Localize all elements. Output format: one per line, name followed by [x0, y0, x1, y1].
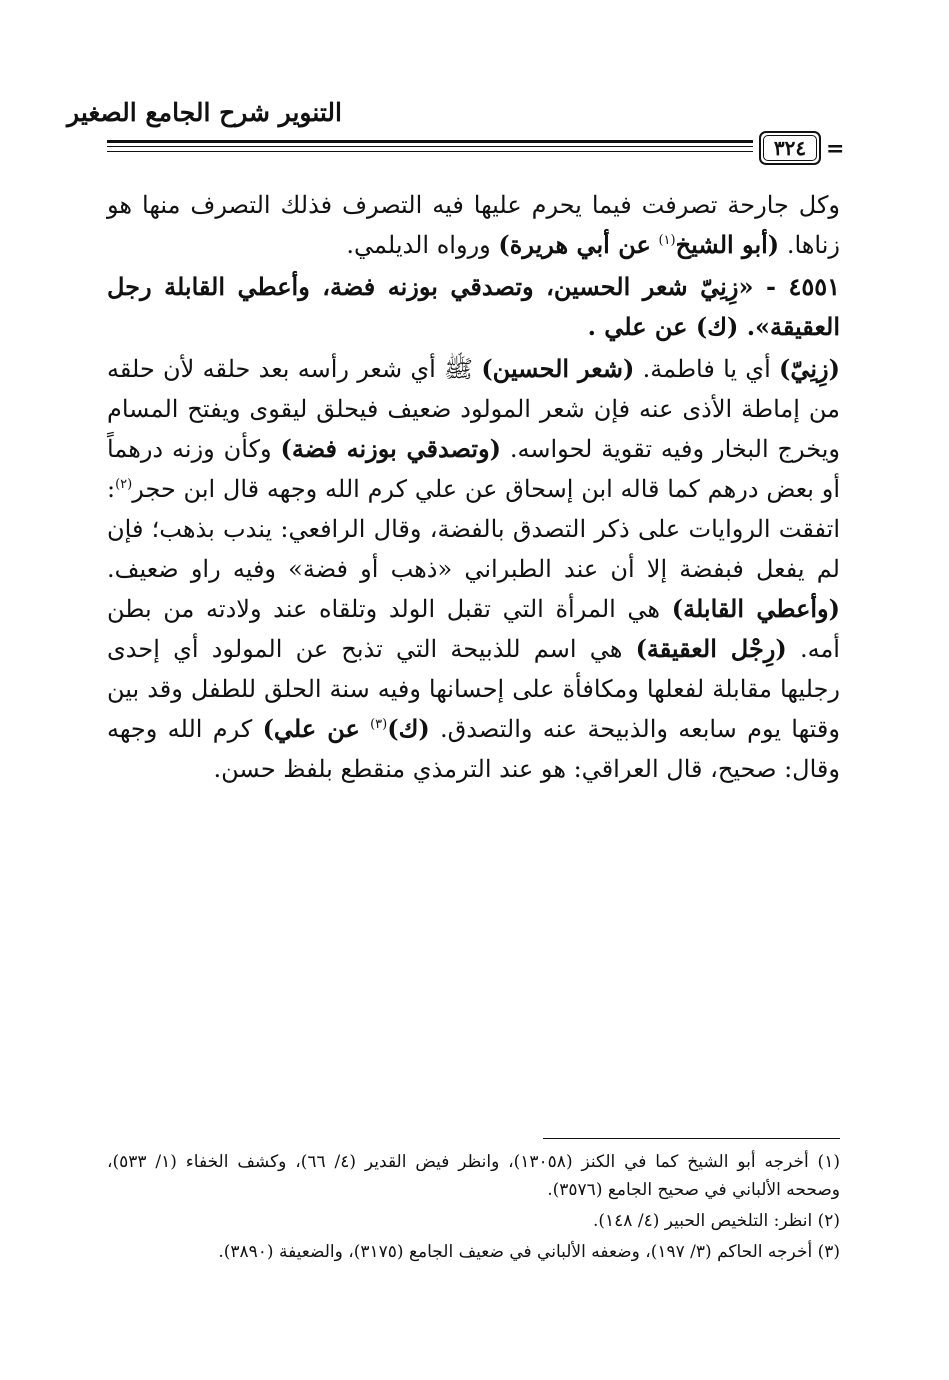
- hadith-entry: [107, 267, 840, 347]
- source-ref: عن أبي هريرة): [498, 230, 651, 259]
- source-ref: (أبو الشيخ: [675, 230, 780, 259]
- footnote-separator: [543, 1138, 840, 1139]
- keyword: (وأعطي القابلة): [671, 594, 840, 623]
- page-number: ٣٢٤: [763, 135, 817, 161]
- keyword: (وتصدقي بوزنه فضة): [280, 434, 501, 463]
- entry-number: ٤٥٥١ -: [765, 272, 840, 301]
- footnote-2: (٢) انظر: التلخيص الحبير (٤/ ١٤٨).: [592, 1211, 840, 1231]
- text-run: كرم الله وجهه وقال: صحيح، قال العراقي: هو عند الترمذي منقطع بلفظ حسن.: [107, 715, 840, 783]
- header-rule-thin-lower: [107, 151, 753, 152]
- paragraph-continuation: [107, 185, 840, 265]
- keyword: (رِجْل العقيقة): [635, 634, 787, 663]
- footnote-ref: (٣): [370, 717, 388, 732]
- footnote-3: (٣) أخرجه الحاكم (٣/ ١٩٧)، وضعفه الألباني في ضعيف الجامع (٣١٧٥)، والضعيفة (٣٨٩٠).: [218, 1242, 840, 1262]
- text-run: : اتفقت الروايات على ذكر التصدق بالفضة، وقال الرافعي: يندب بذهب؛ فإن لم يفعل فبفضة إلا أن عند الطبراني «ذهب أو فضة» وفيه راو ضعيف.: [107, 475, 840, 583]
- header-rule-thin: [107, 146, 753, 147]
- keyword: (شعر الحسين): [481, 354, 635, 383]
- footnote-1: (١) أخرجه أبو الشيخ كما في الكنز (١٣٠٥٨)، وانظر فيض القدير (٤/ ٦٦)، وكشف الخفاء (١/ ٥٣٣)، وصححه الألباني في صحيح الجامع (٣٥٧٦).: [107, 1152, 840, 1200]
- main-text: [107, 185, 840, 791]
- entry-text: «زِنِيّ شعر الحسين، وتصدقي بوزنه فضة، وأعطي القابلة رجل العقيقة». (ك) عن علي .: [107, 272, 840, 341]
- text-run: هي اسم للذبيحة التي تذبح عن المولود أي إحدى رجليها مقابلة لفعلها ومكافأة على إحسانها وفيه سنة الحلق للطفل وقد بين وقتها يوم سابعه والذبيحة عنه والتصدق.: [107, 635, 840, 743]
- keyword: عن علي): [262, 714, 360, 743]
- header-rule-thick: [107, 140, 753, 143]
- text-run: وكل جارحة تصرفت فيما يحرم عليها فيه التصرف فذلك التصرف منها هو زناها.: [107, 191, 840, 259]
- keyword: (ك): [387, 714, 430, 743]
- commentary-paragraph: [107, 349, 840, 789]
- footnotes: [107, 1148, 840, 1269]
- text-run: وكأن وزنه درهماً أو بعض درهم كما قاله ابن إسحاق عن علي كرم الله وجهه قال ابن حجر: [107, 435, 840, 503]
- footnote-ref: (١): [658, 233, 676, 248]
- page-number-box: [759, 131, 821, 165]
- edge-mark: =: [826, 136, 845, 162]
- text-run: هي المرأة التي تقبل الولد وتلقاه عند ولادته من بطن أمه.: [107, 595, 840, 663]
- text-run: أي يا فاطمة.: [642, 355, 771, 383]
- keyword: (زِنِيّ): [779, 354, 840, 383]
- footnote-ref: (٢): [115, 477, 133, 492]
- running-title: التنوير شرح الجامع الصغير: [67, 98, 342, 127]
- text-run: ورواه الديلمي.: [346, 231, 491, 259]
- text-run: ﷺ أي شعر رأسه بعد حلقه لأن حلقه من إماطة الأذى عنه فإن شعر المولود ضعيف فيحلق ليقوى ويفتح المسام ويخرج البخار وفيه تقوية لحواسه.: [107, 355, 840, 463]
